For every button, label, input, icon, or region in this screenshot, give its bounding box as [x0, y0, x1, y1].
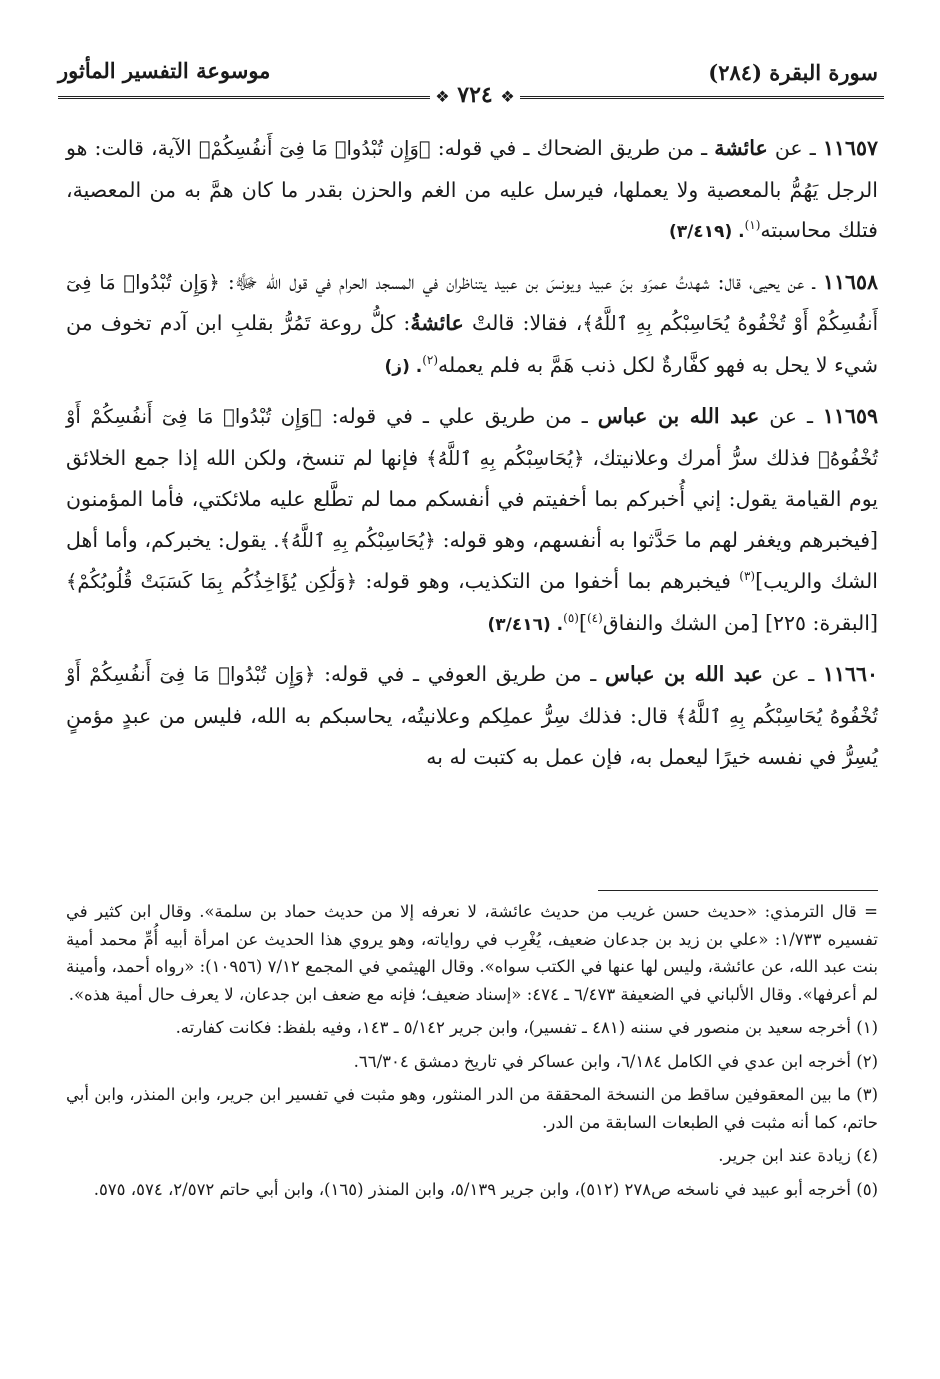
quran-verse: ﴿وَإِن تُبْدُوا۟ مَا فِىٓ أَنفُسِكُمْ أَوْ تُخْفُوهُ يُحَاسِبْكُم بِهِ ٱللَّهُ﴾: [66, 270, 879, 335]
narrator-name: عبد الله بن عباس: [597, 404, 760, 428]
footnote-separator: [598, 890, 878, 891]
narrator-name: عائشةُ: [410, 311, 464, 335]
quran-verse: ﴿وَإِن تُبْدُوا۟ مَا فِىٓ أَنفُسِكُمْ أَوْ تُخْفُوهُ﴾: [66, 405, 879, 470]
sura-title: سورة البقرة (٢٨٤): [708, 60, 878, 85]
footnote-continued: = قال الترمذي: «حديث حسن غريب من حديث عائشة، لا نعرفه إلا من حديث حماد بن سلمة». وقال ابن كثير في تفسيره ١/٧٣٣: «علي بن زيد بن جدعان ضعيف، يُغْرِب في رواياته، وهو يروي هذا الحديث عن امرأة أبيه أُمِّ محمد أمية بنت عبد الله، عن عائشة، وليس لها عنها في الكتب سواه». وقال الهيثمي في المجمع ٧/١٢ (١٠٩٥٦): «رواه أحمد، وأمينة لم أعرفها». وقال الألباني في الضعيفة ٦/٤٧٣ ـ ٤٧٤: «إسناد ضعيف؛ فإنه مع ضعف ابن جدعان، لا يعرف حال أمية هذه».: [66, 902, 878, 1004]
footnote-marker: (٣): [739, 569, 756, 584]
footnote-marker: (٥): [563, 610, 579, 625]
footnote-4: (٤) زيادة عند ابن جرير.: [718, 1146, 878, 1165]
quran-verse: ﴿وَإِن تُبْدُوا۟ مَا فِىٓ أَنفُسِكُمْ أَوْ تُخْفُوهُ يُحَاسِبْكُم بِهِ ٱللَّهُ﴾: [66, 663, 878, 728]
footnote-marker: (٢): [422, 352, 439, 367]
hadith-11660: [66, 654, 878, 778]
hadith-number: ١١٦٥٩: [822, 404, 878, 428]
text: ]: [578, 610, 587, 635]
text: الآية، قالت: هو الرجل يَهُمُّ بالمعصية ولا يعملها، فيرسل عليه من الغم والحزن بقدر ما كان همَّ به من المعصية، فتلك محاسبته: [66, 136, 878, 242]
main-text: [66, 128, 878, 787]
text: فذلك سرُّ أمرك وعلانيتك،: [584, 445, 819, 470]
hadith-number: ١١٦٥٧: [822, 136, 879, 160]
footnote-5: (٥) أخرجه أبو عبيد في ناسخه ص٢٧٨ (٥١٢)، وابن جرير ٥/١٣٩، وابن المنذر (١٦٥)، وابن أبي حاتم ٢/٥٧٢، ٥٧٤، ٥٧٥.: [93, 1179, 878, 1199]
quran-verse: ﴿وَإِن تُبْدُوا۟ مَا فِىٓ أَنفُسِكُمْ﴾: [198, 137, 431, 160]
footnote-3: (٣) ما بين المعقوفين ساقط من النسخة المحققة من الدر المنثور، وهو مثبت في تفسير ابن جرير، وابن المنذر، وابن أبي حاتم، كما أنه مثبت في الطبعات السابقة من الدر.: [66, 1085, 878, 1132]
quran-verse: ﴿وَلَٰكِن يُؤَاخِذُكُم بِمَا كَسَبَتْ قُلُوبُكُمْ﴾: [66, 570, 357, 593]
footnote-marker: (١): [744, 218, 761, 233]
page-number: [430, 82, 520, 108]
text: [البقرة: ٢٢٥] [من الشك والنفاق: [602, 610, 878, 635]
ornament-icon: ❖: [435, 87, 450, 106]
text: ـ من طريق الضحاك ـ في قوله:: [430, 136, 715, 160]
hadith-number: ١١٦٦٠: [822, 662, 878, 686]
footnotes: [66, 898, 878, 1209]
volume-reference: . (٣/٤١٩): [668, 222, 745, 242]
footnote-marker: (٤): [586, 610, 603, 625]
hadith-11657: [66, 128, 878, 253]
text: ـ عن: [767, 136, 823, 160]
text: : كلُّ روعة تَمُرُّ بقلبِ ابن آدم تخوف من شيء لا يحل به فهو كفَّارةٌ لكل ذنب هَمَّ به فلم يعمله: [66, 311, 878, 377]
quran-verse: ﴿يُحَاسِبْكُم بِهِ ٱللَّهُ﴾: [279, 528, 436, 552]
text: ـ من طريق العوفي ـ في قوله:: [315, 662, 605, 686]
text: ـ عن: [759, 404, 823, 428]
text: فيخبرهم بما أخفوا من التكذيب، وهو قوله:: [357, 569, 740, 593]
text: ـ عن: [762, 662, 823, 686]
volume-reference: . (٣/٤١٦): [487, 614, 564, 635]
hadith-number: ١١٦٥٨: [822, 269, 878, 294]
text: فإنها لم تنسخ، ولكن الله إذا جمع الخلائق يوم القيامة يقول: إني أُخبركم بما أخفيتم في أنفسكم مما لم تطَّلع عليه ملائكتي، فأما المؤمنون [فيخبرهم ويغفر لهم ما حَدَّثوا به أنفسهم، وهو قوله:: [66, 445, 879, 552]
footnote-2: (٢) أخرجه ابن عدي في الكامل ٦/١٨٤، وابن عساكر في تاريخ دمشق ٦٦/٣٠٤.: [353, 1051, 878, 1071]
hadith-11658: [66, 262, 878, 388]
text: . يقول: يخبركم، وأما أهل الشك والريب]: [66, 527, 878, 593]
text: ـ عن يحيى، قال: شهدتُ عمرَو بنَ عبيد ويونسَ بن عبيد يتناظران في المسجد الحرام في قول الله ﷻ:: [219, 269, 823, 294]
book-title: موسوعة التفسير المأثور: [58, 58, 271, 83]
text: قال: فذلك سِرُّ عملِكم وعلانيتُه، يحاسبكم به الله، فليس من عبدٍ مؤمنٍ يُسِرُّ في نفسه خيرًا ليعمل به، فإن عمل به كتبت له به: [66, 703, 878, 769]
text: ـ من طريق علي ـ في قوله:: [321, 404, 598, 428]
narrator-name: عبد الله بن عباس: [604, 662, 763, 686]
text: ، فقالا: قالتْ: [463, 311, 583, 335]
footnote-1: (١) أخرجه سعيد بن منصور في سننه (٤٨١ ـ تفسير)، وابن جرير ٥/١٤٢ ـ ١٤٣، وفيه بلفظ: فكانت كفارته.: [175, 1018, 878, 1037]
narrator-name: عائشة: [714, 136, 768, 160]
page-number-value: ٧٢٤: [457, 82, 493, 108]
hadith-11659: [66, 396, 878, 645]
volume-reference: . (ز): [384, 356, 423, 377]
quran-verse: ﴿يُحَاسِبْكُم بِهِ ٱللَّهُ﴾: [426, 446, 585, 470]
ornament-icon: ❖: [500, 87, 515, 106]
